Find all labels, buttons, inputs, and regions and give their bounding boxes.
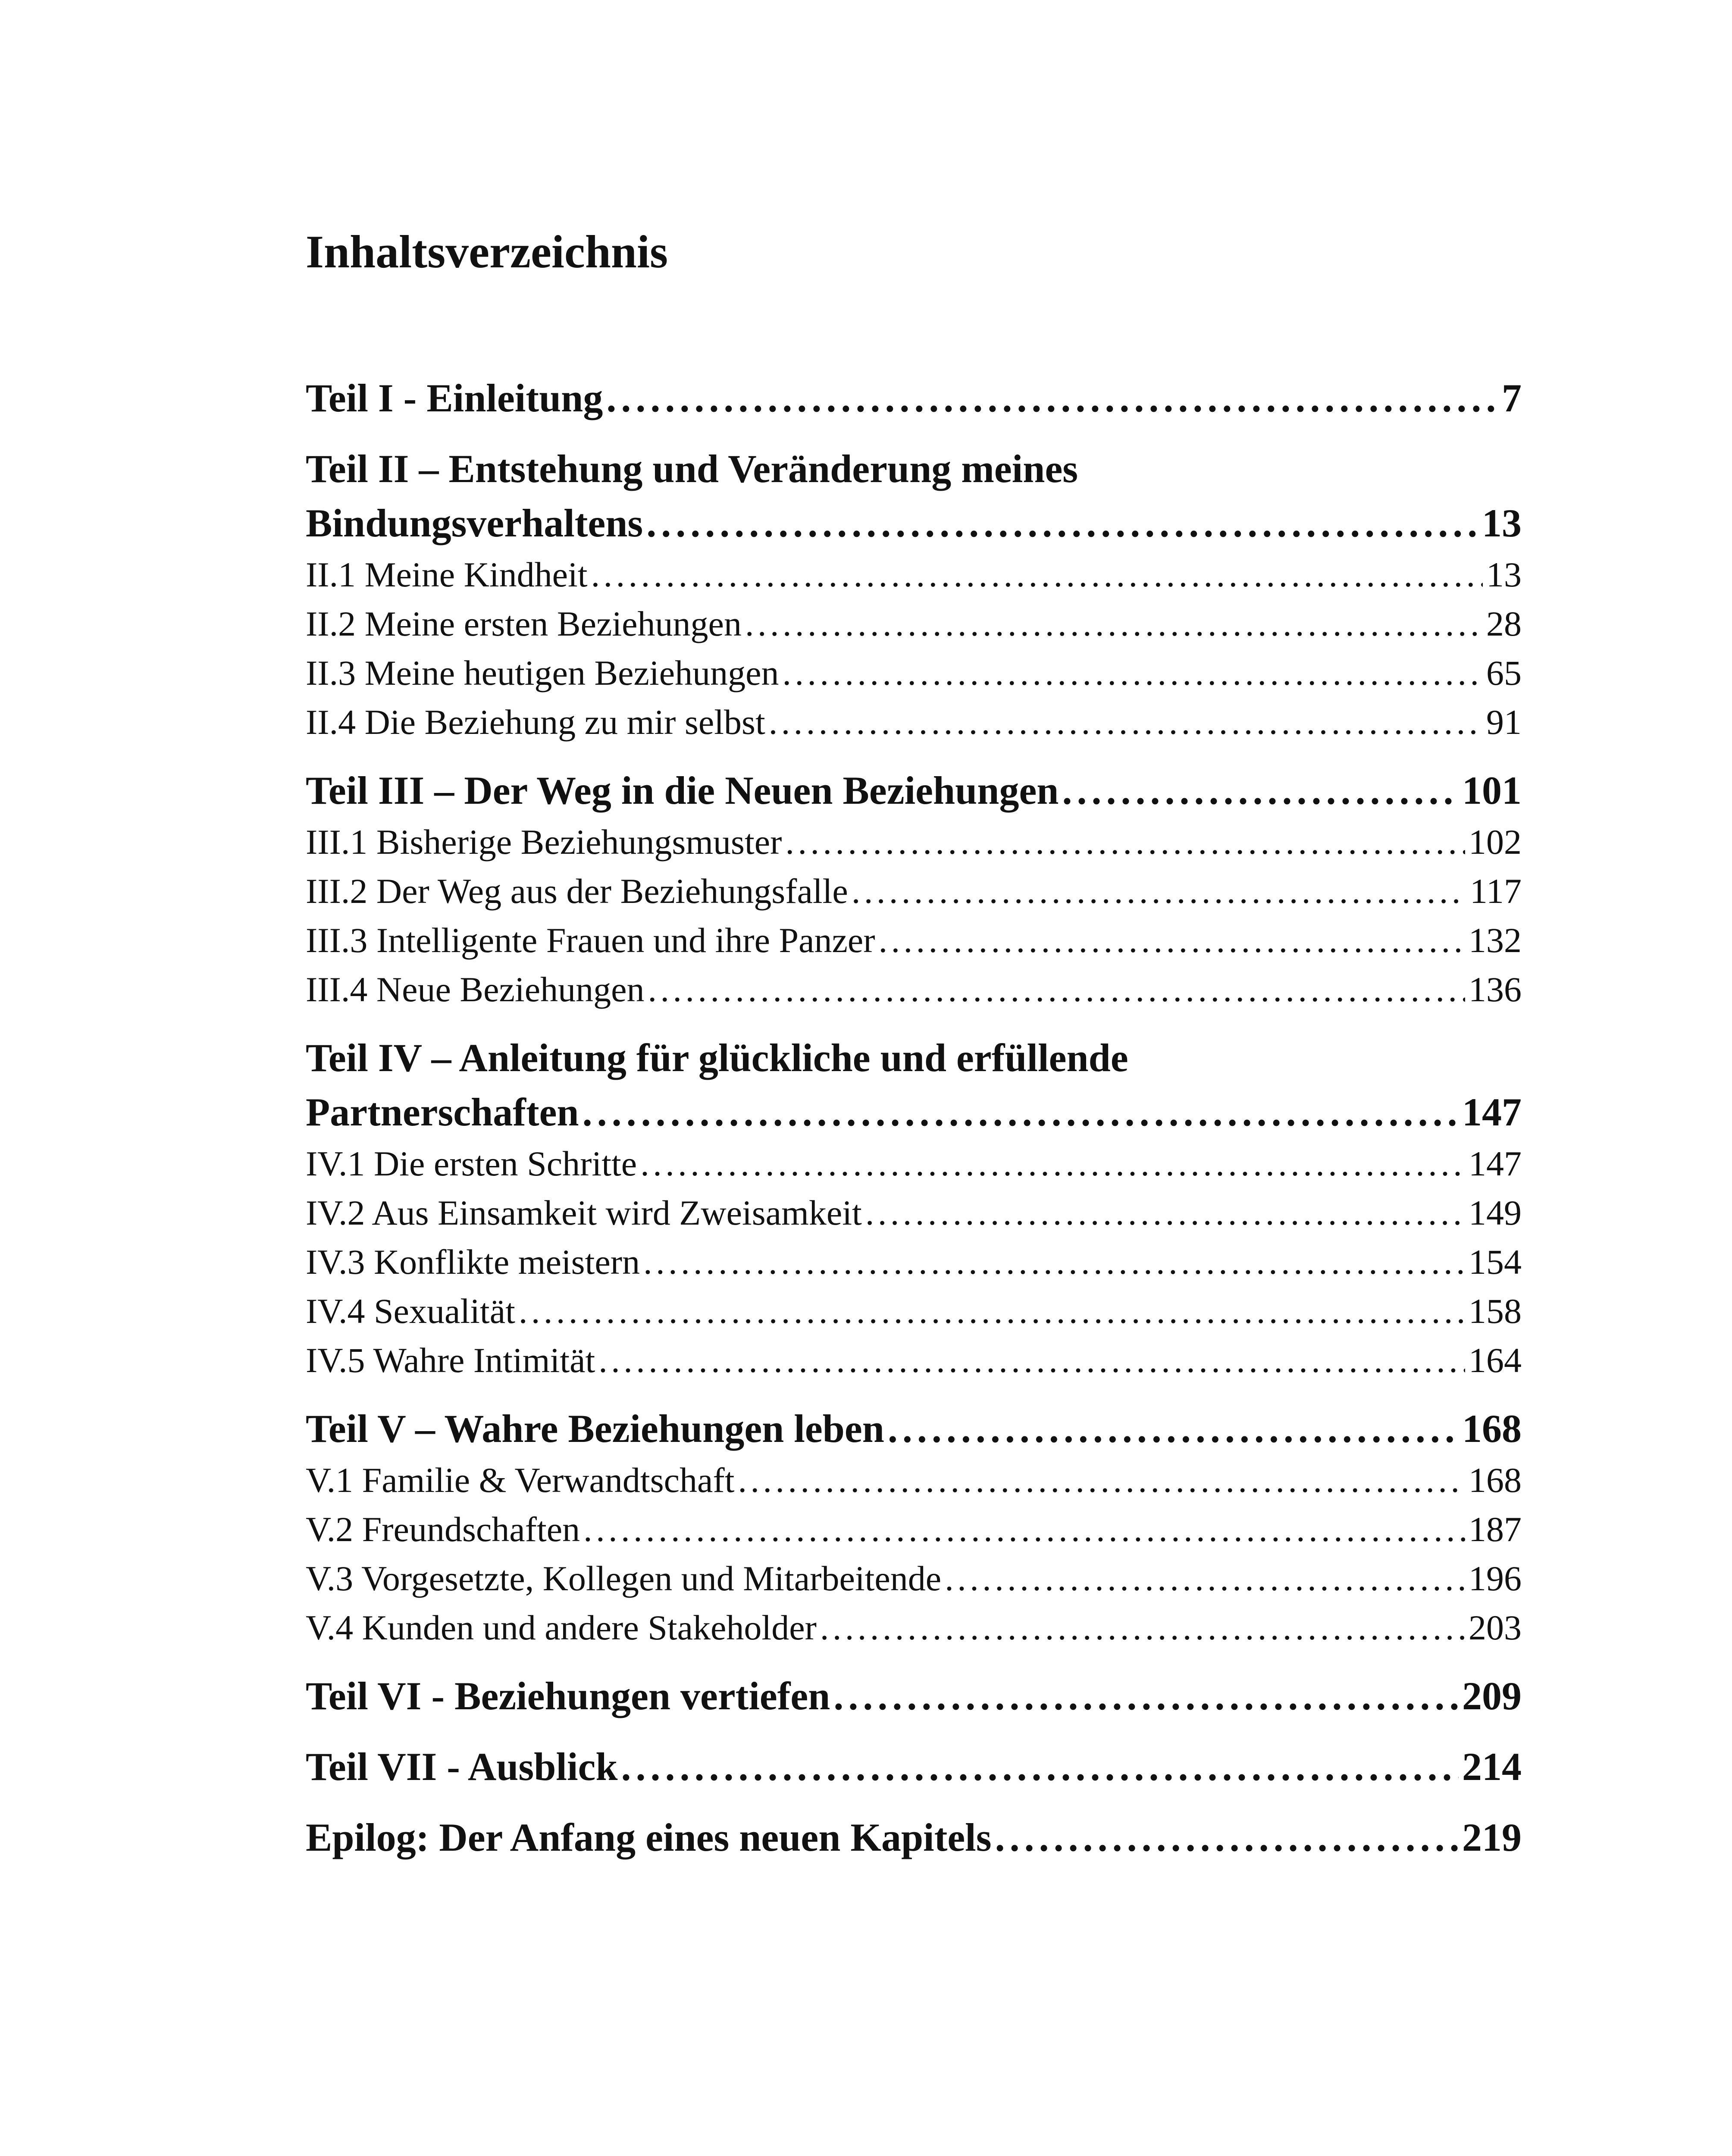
toc-subentry-page: 28 [1486,604,1522,643]
dot-leader [852,867,1466,916]
toc-subentry-3-2[interactable] [306,867,1522,916]
toc-subentry-4-1[interactable] [306,1139,1522,1188]
toc-subentry-4-4[interactable] [306,1287,1522,1336]
toc-subentry-5-4[interactable] [306,1603,1522,1652]
toc-entry-teil-2-line1[interactable]: Teil II – Entstehung und Veränderung meines [306,447,1078,491]
toc-subentry-2-3[interactable] [306,649,1522,698]
dot-leader [591,550,1483,599]
toc-entry-label: Teil III – Der Weg in die Neuen Beziehungen [306,768,1059,812]
toc-entry-label: Teil V – Wahre Beziehungen leben [306,1407,884,1451]
toc-subentry-page: 196 [1469,1559,1522,1598]
dot-leader [598,1336,1465,1385]
toc-subentry-page: 136 [1469,970,1522,1009]
toc-subentry-label: V.4 Kunden und andere Stakeholder [306,1608,817,1647]
dot-leader [643,1238,1465,1287]
toc-subentry-label: II.3 Meine heutigen Beziehungen [306,653,779,693]
toc-subentry-page: 154 [1469,1242,1522,1282]
toc-entry-page: 214 [1462,1745,1522,1789]
dot-leader [865,1188,1465,1238]
toc-subentry-label: IV.2 Aus Einsamkeit wird Zweisamkeit [306,1193,862,1232]
toc-subentry-page: 149 [1469,1193,1522,1232]
toc-subentry-3-3[interactable] [306,916,1522,965]
toc-subentry-label: III.3 Intelligente Frauen und ihre Panzer [306,921,875,960]
toc-subentry-label: V.1 Familie & Verwandtschaft [306,1460,735,1500]
dot-leader [833,1669,1459,1723]
toc-entry-label: Teil I - Einleitung [306,376,603,420]
toc-entry-page: 219 [1462,1815,1522,1859]
toc-entry-label: Epilog: Der Anfang eines neuen Kapitels [306,1815,992,1859]
dot-leader [646,496,1478,550]
toc-subentry-page: 164 [1469,1341,1522,1380]
dot-leader [888,1401,1459,1456]
toc-entry-page: 147 [1462,1090,1522,1134]
toc-subentry-page: 13 [1486,555,1522,594]
toc-entry-label: Teil VI - Beziehungen vertiefen [306,1674,830,1718]
toc-entry-page: 7 [1502,376,1522,420]
dot-leader [621,1739,1459,1794]
toc-subentry-5-3[interactable] [306,1554,1522,1603]
toc-subentry-label: IV.1 Die ersten Schritte [306,1144,637,1183]
dot-leader [820,1603,1465,1652]
toc-subentry-4-5[interactable] [306,1336,1522,1385]
toc-entry-teil-4[interactable] [306,1085,1522,1139]
toc-subentry-label: II.2 Meine ersten Beziehungen [306,604,742,643]
dot-leader [606,371,1498,425]
toc-subentry-2-2[interactable] [306,599,1522,649]
toc-entry-teil-7[interactable] [306,1739,1522,1794]
toc-subentry-page: 117 [1470,871,1522,911]
dot-leader [583,1505,1465,1554]
toc-subentry-page: 91 [1486,702,1522,742]
toc-entry-label: Teil VII - Ausblick [306,1745,618,1789]
toc-subentry-page: 168 [1469,1460,1522,1500]
toc-subentry-label: V.3 Vorgesetzte, Kollegen und Mitarbeitende [306,1559,942,1598]
toc-subentry-label: II.1 Meine Kindheit [306,555,588,594]
table-of-contents [306,371,1522,1865]
toc-entry-teil-6[interactable] [306,1669,1522,1723]
toc-subentry-4-3[interactable] [306,1238,1522,1287]
dot-leader [783,649,1483,698]
dot-leader [995,1810,1459,1865]
toc-subentry-label: II.4 Die Beziehung zu mir selbst [306,702,765,742]
toc-subentry-page: 147 [1469,1144,1522,1183]
dot-leader [879,916,1465,965]
toc-subentry-page: 158 [1469,1291,1522,1331]
toc-subentry-label: IV.5 Wahre Intimität [306,1341,595,1380]
toc-entry-label: Partnerschaften [306,1090,579,1134]
dot-leader [945,1554,1465,1603]
toc-subentry-5-2[interactable] [306,1505,1522,1554]
toc-entry-page: 13 [1482,501,1522,545]
dot-leader [640,1139,1465,1188]
toc-entry-teil-2[interactable] [306,496,1522,550]
toc-subentry-3-4[interactable] [306,965,1522,1014]
dot-leader [785,818,1465,867]
toc-subentry-4-2[interactable] [306,1188,1522,1238]
toc-subentry-page: 187 [1469,1510,1522,1549]
page-title: Inhaltsverzeichnis [306,226,668,278]
toc-subentry-3-1[interactable] [306,818,1522,867]
toc-subentry-5-1[interactable] [306,1456,1522,1505]
toc-subentry-2-1[interactable] [306,550,1522,599]
toc-subentry-label: IV.3 Konflikte meistern [306,1242,640,1282]
toc-entry-teil-5[interactable] [306,1401,1522,1456]
toc-subentry-label: III.4 Neue Beziehungen [306,970,645,1009]
dot-leader [1062,763,1459,818]
toc-entry-teil-1[interactable] [306,371,1522,425]
toc-entry-label: Bindungsverhaltens [306,501,643,545]
toc-subentry-page: 132 [1469,921,1522,960]
toc-subentry-page: 102 [1469,822,1522,862]
toc-entry-page: 168 [1462,1407,1522,1451]
toc-entry-teil-4-line1[interactable]: Teil IV – Anleitung für glückliche und erfüllende [306,1036,1128,1080]
toc-subentry-label: IV.4 Sexualität [306,1291,515,1331]
toc-subentry-page: 203 [1469,1608,1522,1647]
toc-subentry-2-4[interactable] [306,698,1522,747]
dot-leader [769,698,1483,747]
toc-entry-page: 209 [1462,1674,1522,1718]
toc-entry-teil-3[interactable] [306,763,1522,818]
toc-subentry-label: III.1 Bisherige Beziehungsmuster [306,822,782,862]
toc-subentry-page: 65 [1486,653,1522,693]
dot-leader [648,965,1466,1014]
dot-leader [738,1456,1466,1505]
dot-leader [519,1287,1465,1336]
toc-subentry-label: V.2 Freundschaften [306,1510,580,1549]
dot-leader [745,599,1483,649]
toc-entry-page: 101 [1462,768,1522,812]
toc-subentry-label: III.2 Der Weg aus der Beziehungsfalle [306,871,848,911]
dot-leader [583,1085,1459,1139]
toc-entry-epilog[interactable] [306,1810,1522,1865]
